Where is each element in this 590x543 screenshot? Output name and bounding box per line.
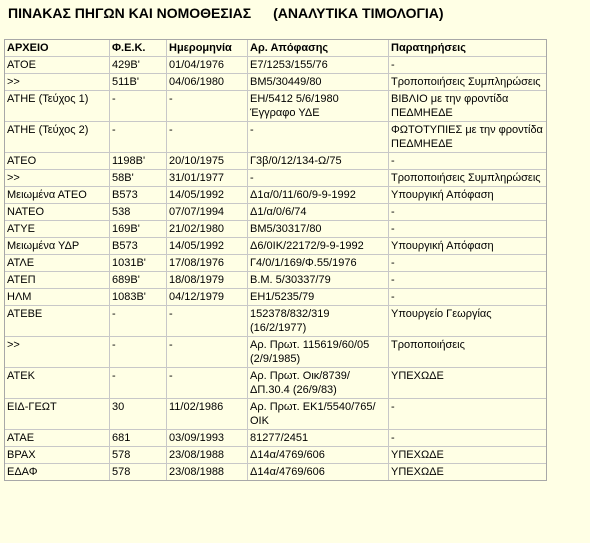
table-row <box>5 57 546 74</box>
cell-remarks: - <box>389 399 546 430</box>
cell-decision-number: Γ4/0/1/169/Φ.55/1976 <box>248 255 389 272</box>
cell-date: 23/08/1988 <box>167 464 248 480</box>
cell-fek: 511Β' <box>110 74 167 91</box>
cell-archive: ΑΤΗΕ (Τεύχος 1) <box>5 91 110 122</box>
cell-archive: ΝΑΤΕΟ <box>5 204 110 221</box>
cell-decision-number: - <box>248 170 389 187</box>
title-main: ΠΙΝΑΚΑΣ ΠΗΓΩΝ ΚΑΙ ΝΟΜΟΘΕΣΙΑΣ <box>8 5 252 21</box>
cell-date: 04/12/1979 <box>167 289 248 306</box>
table-row <box>5 464 546 480</box>
cell-date: 03/09/1993 <box>167 430 248 447</box>
cell-fek: 1083Β' <box>110 289 167 306</box>
cell-archive: Μειωμένα ΥΔΡ <box>5 238 110 255</box>
table-row <box>5 306 546 337</box>
cell-fek: - <box>110 306 167 337</box>
cell-archive: ΑΤΕΚ <box>5 368 110 399</box>
cell-remarks: Υπουργική Απόφαση <box>389 187 546 204</box>
table-row <box>5 153 546 170</box>
cell-date: 31/01/1977 <box>167 170 248 187</box>
cell-decision-number: Δ14α/4769/606 <box>248 464 389 480</box>
cell-date: - <box>167 91 248 122</box>
cell-remarks: - <box>389 221 546 238</box>
cell-remarks: - <box>389 272 546 289</box>
cell-decision-number: Δ1α/0/11/60/9-9-1992 <box>248 187 389 204</box>
table-header-row <box>5 40 546 57</box>
cell-archive: ΑΤΑΕ <box>5 430 110 447</box>
cell-remarks: ΒΙΒΛΙΟ με την φροντίδα ΠΕΔΜΗΕΔΕ <box>389 91 546 122</box>
cell-archive: >> <box>5 170 110 187</box>
cell-date: 01/04/1976 <box>167 57 248 74</box>
cell-decision-number: Γ3β/0/12/134-Ω/75 <box>248 153 389 170</box>
page-title <box>8 5 444 21</box>
table-row <box>5 272 546 289</box>
cell-remarks: ΦΩΤΟΤΥΠΙΕΣ με την φροντίδα ΠΕΔΜΗΕΔΕ <box>389 122 546 153</box>
cell-fek: Β573 <box>110 238 167 255</box>
cell-fek: - <box>110 91 167 122</box>
cell-fek: 429Β' <box>110 57 167 74</box>
table-row <box>5 74 546 91</box>
cell-remarks: Τροποποιήσεις Συμπληρώσεις <box>389 74 546 91</box>
cell-fek: - <box>110 337 167 368</box>
cell-date: - <box>167 122 248 153</box>
cell-date: 14/05/1992 <box>167 238 248 255</box>
cell-date: 04/06/1980 <box>167 74 248 91</box>
cell-remarks: - <box>389 255 546 272</box>
table-row <box>5 221 546 238</box>
cell-decision-number: ΕΗ1/5235/79 <box>248 289 389 306</box>
cell-decision-number: ΒΜ5/30449/80 <box>248 74 389 91</box>
cell-decision-number: Δ1/α/0/6/74 <box>248 204 389 221</box>
cell-fek: 1031Β' <box>110 255 167 272</box>
cell-date: 21/02/1980 <box>167 221 248 238</box>
cell-fek: - <box>110 368 167 399</box>
column-header-fek: Φ.Ε.Κ. <box>110 40 167 57</box>
table-row <box>5 368 546 399</box>
cell-archive: Μειωμένα ΑΤΕΟ <box>5 187 110 204</box>
cell-decision-number: 152378/832/319 (16/2/1977) <box>248 306 389 337</box>
cell-date: 18/08/1979 <box>167 272 248 289</box>
table-row <box>5 238 546 255</box>
cell-archive: ΒΡΑΧ <box>5 447 110 464</box>
cell-remarks: - <box>389 57 546 74</box>
cell-archive: ΑΤΕΠ <box>5 272 110 289</box>
cell-archive: ΕΔΑΦ <box>5 464 110 480</box>
cell-remarks: Τροποποιήσεις <box>389 337 546 368</box>
cell-archive: >> <box>5 337 110 368</box>
cell-date: 23/08/1988 <box>167 447 248 464</box>
cell-archive: >> <box>5 74 110 91</box>
table-row <box>5 170 546 187</box>
cell-remarks: ΥΠΕΧΩΔΕ <box>389 447 546 464</box>
cell-date: - <box>167 337 248 368</box>
table-row <box>5 255 546 272</box>
cell-remarks: - <box>389 204 546 221</box>
column-header-remarks: Παρατηρήσεις <box>389 40 546 57</box>
table-row <box>5 204 546 221</box>
cell-decision-number: ΕΗ/5412 5/6/1980 Έγγραφο ΥΔΕ <box>248 91 389 122</box>
cell-archive: ΑΤΕΟ <box>5 153 110 170</box>
cell-remarks: Υπουργική Απόφαση <box>389 238 546 255</box>
cell-decision-number: Β.Μ. 5/30337/79 <box>248 272 389 289</box>
cell-archive: ΕΙΔ-ΓΕΩΤ <box>5 399 110 430</box>
table-body <box>5 57 546 480</box>
cell-date: 20/10/1975 <box>167 153 248 170</box>
table-row <box>5 430 546 447</box>
cell-decision-number: Ε7/1253/155/76 <box>248 57 389 74</box>
table-row <box>5 289 546 306</box>
cell-remarks: Υπουργείο Γεωργίας <box>389 306 546 337</box>
cell-fek: Β573 <box>110 187 167 204</box>
cell-date: 17/08/1976 <box>167 255 248 272</box>
table-row <box>5 122 546 153</box>
table-row <box>5 337 546 368</box>
cell-decision-number: - <box>248 122 389 153</box>
cell-decision-number: Αρ. Πρωτ. Οικ/8739/ΔΠ.30.4 (26/9/83) <box>248 368 389 399</box>
cell-fek: 578 <box>110 464 167 480</box>
cell-archive: ΑΤΛΕ <box>5 255 110 272</box>
cell-remarks: - <box>389 153 546 170</box>
cell-date: 14/05/1992 <box>167 187 248 204</box>
cell-fek: 681 <box>110 430 167 447</box>
column-header-archive: ΑΡΧΕΙΟ <box>5 40 110 57</box>
cell-remarks: ΥΠΕΧΩΔΕ <box>389 368 546 399</box>
cell-decision-number: Δ6/0ΙΚ/22172/9-9-1992 <box>248 238 389 255</box>
sources-table-container <box>4 39 547 481</box>
cell-fek: 169Β' <box>110 221 167 238</box>
cell-fek: 689Β' <box>110 272 167 289</box>
cell-decision-number: 81277/2451 <box>248 430 389 447</box>
cell-archive: ΗΛΜ <box>5 289 110 306</box>
sources-table <box>4 39 547 481</box>
cell-decision-number: ΒΜ5/30317/80 <box>248 221 389 238</box>
cell-date: - <box>167 368 248 399</box>
cell-fek: - <box>110 122 167 153</box>
cell-decision-number: Αρ. Πρωτ. ΕΚ1/5540/765/ΟΙΚ <box>248 399 389 430</box>
cell-date: 07/07/1994 <box>167 204 248 221</box>
table-row <box>5 447 546 464</box>
cell-remarks: Τροποποιήσεις Συμπληρώσεις <box>389 170 546 187</box>
cell-archive: ΑΤΗΕ (Τεύχος 2) <box>5 122 110 153</box>
cell-remarks: ΥΠΕΧΩΔΕ <box>391 466 444 478</box>
table-row <box>5 91 546 122</box>
cell-remarks: - <box>389 289 546 306</box>
title-subtitle: (ΑΝΑΛΥΤΙΚΑ ΤΙΜΟΛΟΓΙΑ) <box>273 5 444 21</box>
table-row <box>5 187 546 204</box>
cell-fek: 30 <box>110 399 167 430</box>
cell-fek: 578 <box>110 447 167 464</box>
cell-archive: ΑΤΕΒΕ <box>5 306 110 337</box>
cell-date: 11/02/1986 <box>167 399 248 430</box>
cell-fek: 58Β' <box>110 170 167 187</box>
cell-decision-number: Δ14α/4769/606 <box>248 447 389 464</box>
cell-fek: 538 <box>110 204 167 221</box>
cell-fek: 1198Β' <box>110 153 167 170</box>
cell-date: - <box>167 306 248 337</box>
column-header-date: Ημερομηνία <box>167 40 248 57</box>
cell-decision-number: Αρ. Πρωτ. 115619/60/05 (2/9/1985) <box>248 337 389 368</box>
cell-archive: ΑΤΥΕ <box>5 221 110 238</box>
column-header-decision-number: Αρ. Απόφασης <box>248 40 389 57</box>
cell-archive: ΑΤΟΕ <box>5 57 110 74</box>
table-row <box>5 399 546 430</box>
cell-remarks: - <box>389 430 546 447</box>
